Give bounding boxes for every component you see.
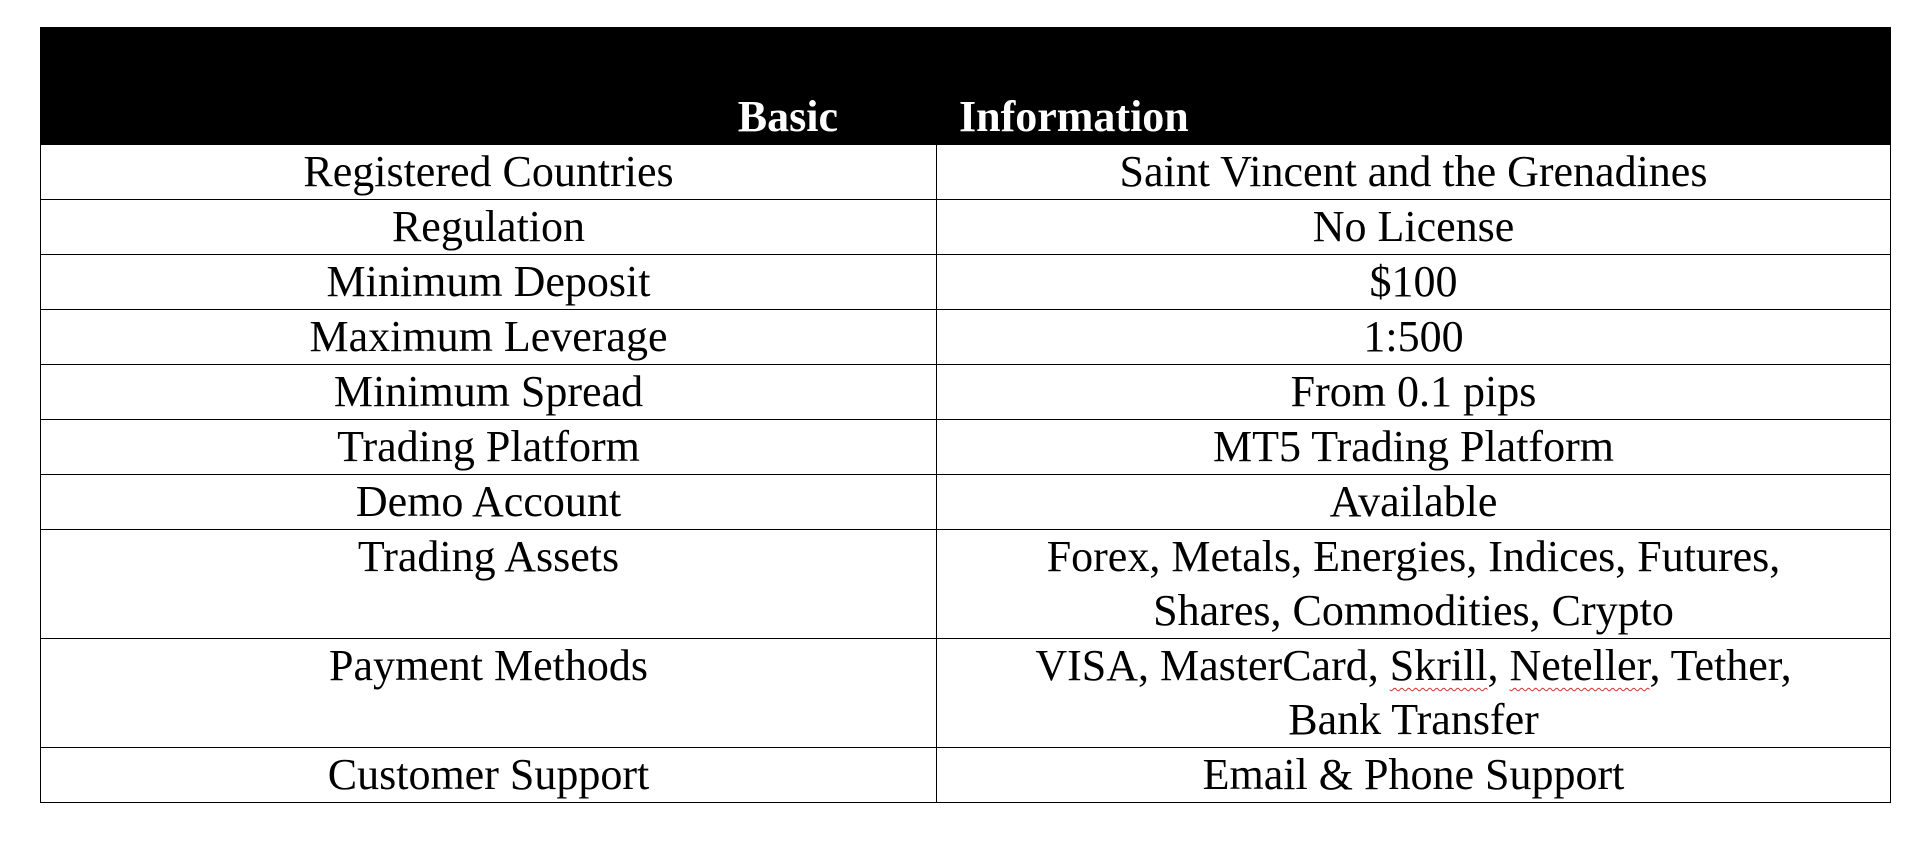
row-label: Maximum Leverage	[41, 310, 937, 365]
row-label: Regulation	[41, 200, 937, 255]
value-part: , Tether,	[1649, 641, 1792, 690]
table-row	[41, 639, 1891, 748]
value-part: ,	[1487, 641, 1510, 690]
table-header-row	[41, 28, 1891, 145]
spellcheck-word-skrill: Skrill	[1389, 641, 1488, 690]
row-value: Saint Vincent and the Grenadines	[937, 145, 1891, 200]
value-part: VISA, MasterCard,	[1035, 641, 1390, 690]
header-information: Information	[937, 28, 1891, 145]
basic-information-table	[40, 27, 1891, 803]
value-line-1: Forex, Metals, Energies, Indices, Futures,	[1046, 532, 1781, 581]
row-label: Trading Assets	[41, 530, 937, 639]
row-label: Trading Platform	[41, 420, 937, 475]
value-line-2: Shares, Commodities, Crypto	[1153, 586, 1674, 635]
row-value: Available	[937, 475, 1891, 530]
table-row	[41, 420, 1891, 475]
table-row	[41, 475, 1891, 530]
row-label: Demo Account	[41, 475, 937, 530]
table-row	[41, 365, 1891, 420]
row-value: 1:500	[937, 310, 1891, 365]
table-row	[41, 310, 1891, 365]
row-label: Minimum Deposit	[41, 255, 937, 310]
row-value: From 0.1 pips	[937, 365, 1891, 420]
table-row	[41, 255, 1891, 310]
row-label: Payment Methods	[41, 639, 937, 748]
table-row	[41, 145, 1891, 200]
spellcheck-word-neteller: Neteller	[1509, 641, 1650, 690]
table-row	[41, 530, 1891, 639]
row-label: Registered Countries	[41, 145, 937, 200]
value-line-2: Bank Transfer	[1288, 695, 1539, 744]
row-value	[937, 639, 1891, 748]
row-value: Email & Phone Support	[937, 748, 1891, 803]
header-basic: Basic	[41, 28, 937, 145]
row-value: No License	[937, 200, 1891, 255]
table-row	[41, 748, 1891, 803]
row-label: Minimum Spread	[41, 365, 937, 420]
row-value: $100	[937, 255, 1891, 310]
row-value	[937, 530, 1891, 639]
table-row	[41, 200, 1891, 255]
row-label: Customer Support	[41, 748, 937, 803]
row-value: MT5 Trading Platform	[937, 420, 1891, 475]
